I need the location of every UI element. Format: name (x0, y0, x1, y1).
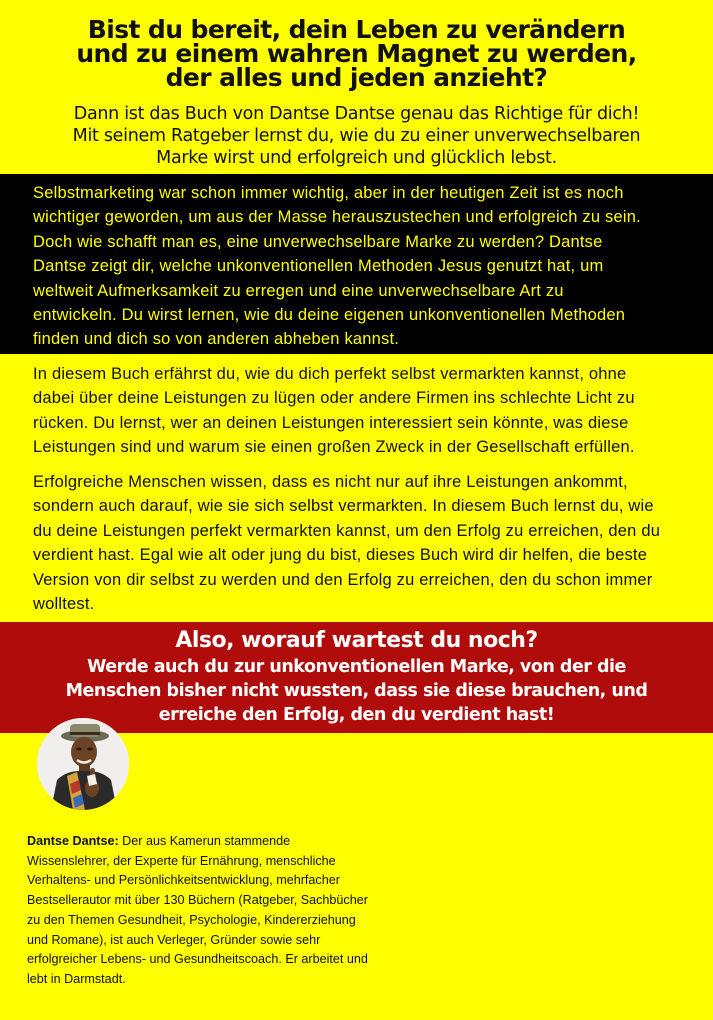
black-band-line: Doch wie schafft man es, eine unverwechselbare Marke zu werden? Dantse (33, 232, 603, 251)
headline-line: Bist du bereit, dein Leben zu verändern (87, 15, 626, 44)
body-line: Version von dir selbst zu werden und den Erfolg zu erreichen, den du schon immer (33, 570, 653, 589)
headline (0, 15, 713, 92)
author-bio-line: Bestsellerautor mit über 130 Büchern (Ratgeber, Sachbücher (27, 893, 368, 908)
intro-line: Dann ist das Buch von Dantse Dantse genau das Richtige für dich! (73, 104, 640, 124)
author-bio-line: lebt in Darmstadt. (27, 971, 126, 986)
call-to-action-line: erreiche den Erfolg, den du verdient hast! (158, 705, 555, 725)
call-to-action-line: Werde auch du zur unkonventionellen Marke, von der die (87, 657, 626, 677)
headline-line: und zu einem wahren Magnet zu werden, (76, 39, 637, 68)
black-band-line: entwickeln. Du wirst lernen, wie du deine eigenen unkonventionellen Methoden (33, 306, 626, 325)
body-line: Leistungen sind und warum sie einen großen Zweck in der Gesellschaft erfüllen. (33, 438, 635, 457)
black-band-line: Selbstmarketing war schon immer wichtig, aber in der heutigen Zeit ist es noch (33, 184, 624, 202)
author-bio-line: erfolgreicher Lebens- und Gesundheitscoach. Er arbeitet und (27, 952, 368, 967)
body-line: rücken. Du lernst, wer an deinen Leistungen interessiert sein könnte, was diese (33, 413, 629, 432)
body-line: In diesem Buch erfährst du, wie du dich perfekt selbst vermarkten kannst, ohne (33, 365, 627, 383)
call-to-action-text (0, 655, 713, 727)
author-bio (27, 832, 397, 990)
call-to-action-line: Menschen bisher nicht wussten, dass sie diese brauchen, und (65, 681, 648, 701)
body-line: dabei über deine Leistungen zu lügen oder andere Firmen ins schlechte Licht zu (33, 389, 635, 408)
intro-line: Mit seinem Ratgeber lernst du, wie du zu einer unverwechselbaren (72, 126, 641, 146)
author-portrait-icon (37, 718, 129, 810)
black-band-text (33, 181, 688, 352)
body-paragraph-1 (33, 362, 693, 460)
black-band-line: finden und dich so von anderen abheben kannst. (33, 330, 400, 349)
author-bio-line: und Romane), ist auch Verleger, Gründer sowie sehr (27, 932, 321, 947)
author-bio-line: Wissenslehrer, der Experte für Ernährung, menschliche (27, 853, 336, 868)
black-band-line: wichtiger geworden, um aus der Masse herauszustechen und erfolgreich zu sein. (33, 208, 641, 227)
black-band-line: Dantse zeigt dir, welche unkonventionellen Methoden Jesus genutzt hat, um (33, 257, 604, 276)
author-name: Dantse Dantse: (27, 834, 119, 848)
body-line: du deine Leistungen perfekt vermarkten kannst, um den Erfolg zu erreichen, den du (33, 521, 661, 540)
author-bio-first-line (27, 832, 397, 852)
headline-line: der alles und jeden anzieht? (165, 63, 548, 92)
body-line: verdient hast. Egal wie alt oder jung du bist, dieses Buch wird dir helfen, die beste (33, 546, 648, 565)
author-bio-line: zu den Themen Gesundheit, Psychologie, Kindererziehung (27, 912, 356, 927)
intro-text (0, 103, 713, 169)
body-line: wolltest. (33, 595, 95, 614)
author-bio-line: Verhaltens- und Persönlichkeitsentwicklung, mehrfacher (27, 873, 340, 888)
intro-line: Marke wirst und erfolgreich und glücklich lebst. (156, 148, 557, 168)
author-bio-text: Der aus Kamerun stammende (118, 834, 291, 848)
black-band-line: weltweit Aufmerksamkeit zu erregen und eine unverwechselbare Art zu (33, 281, 564, 300)
author-avatar (37, 718, 129, 810)
call-to-action-title: Also, worauf wartest du noch? (175, 628, 538, 653)
body-line: sondern auch darauf, wie sie sich selbst vermarkten. In diesem Buch lernst du, wie (33, 497, 654, 516)
body-line: Erfolgreiche Menschen wissen, dass es nicht nur auf ihre Leistungen ankommt, (33, 473, 628, 491)
body-paragraph-2 (33, 470, 693, 616)
